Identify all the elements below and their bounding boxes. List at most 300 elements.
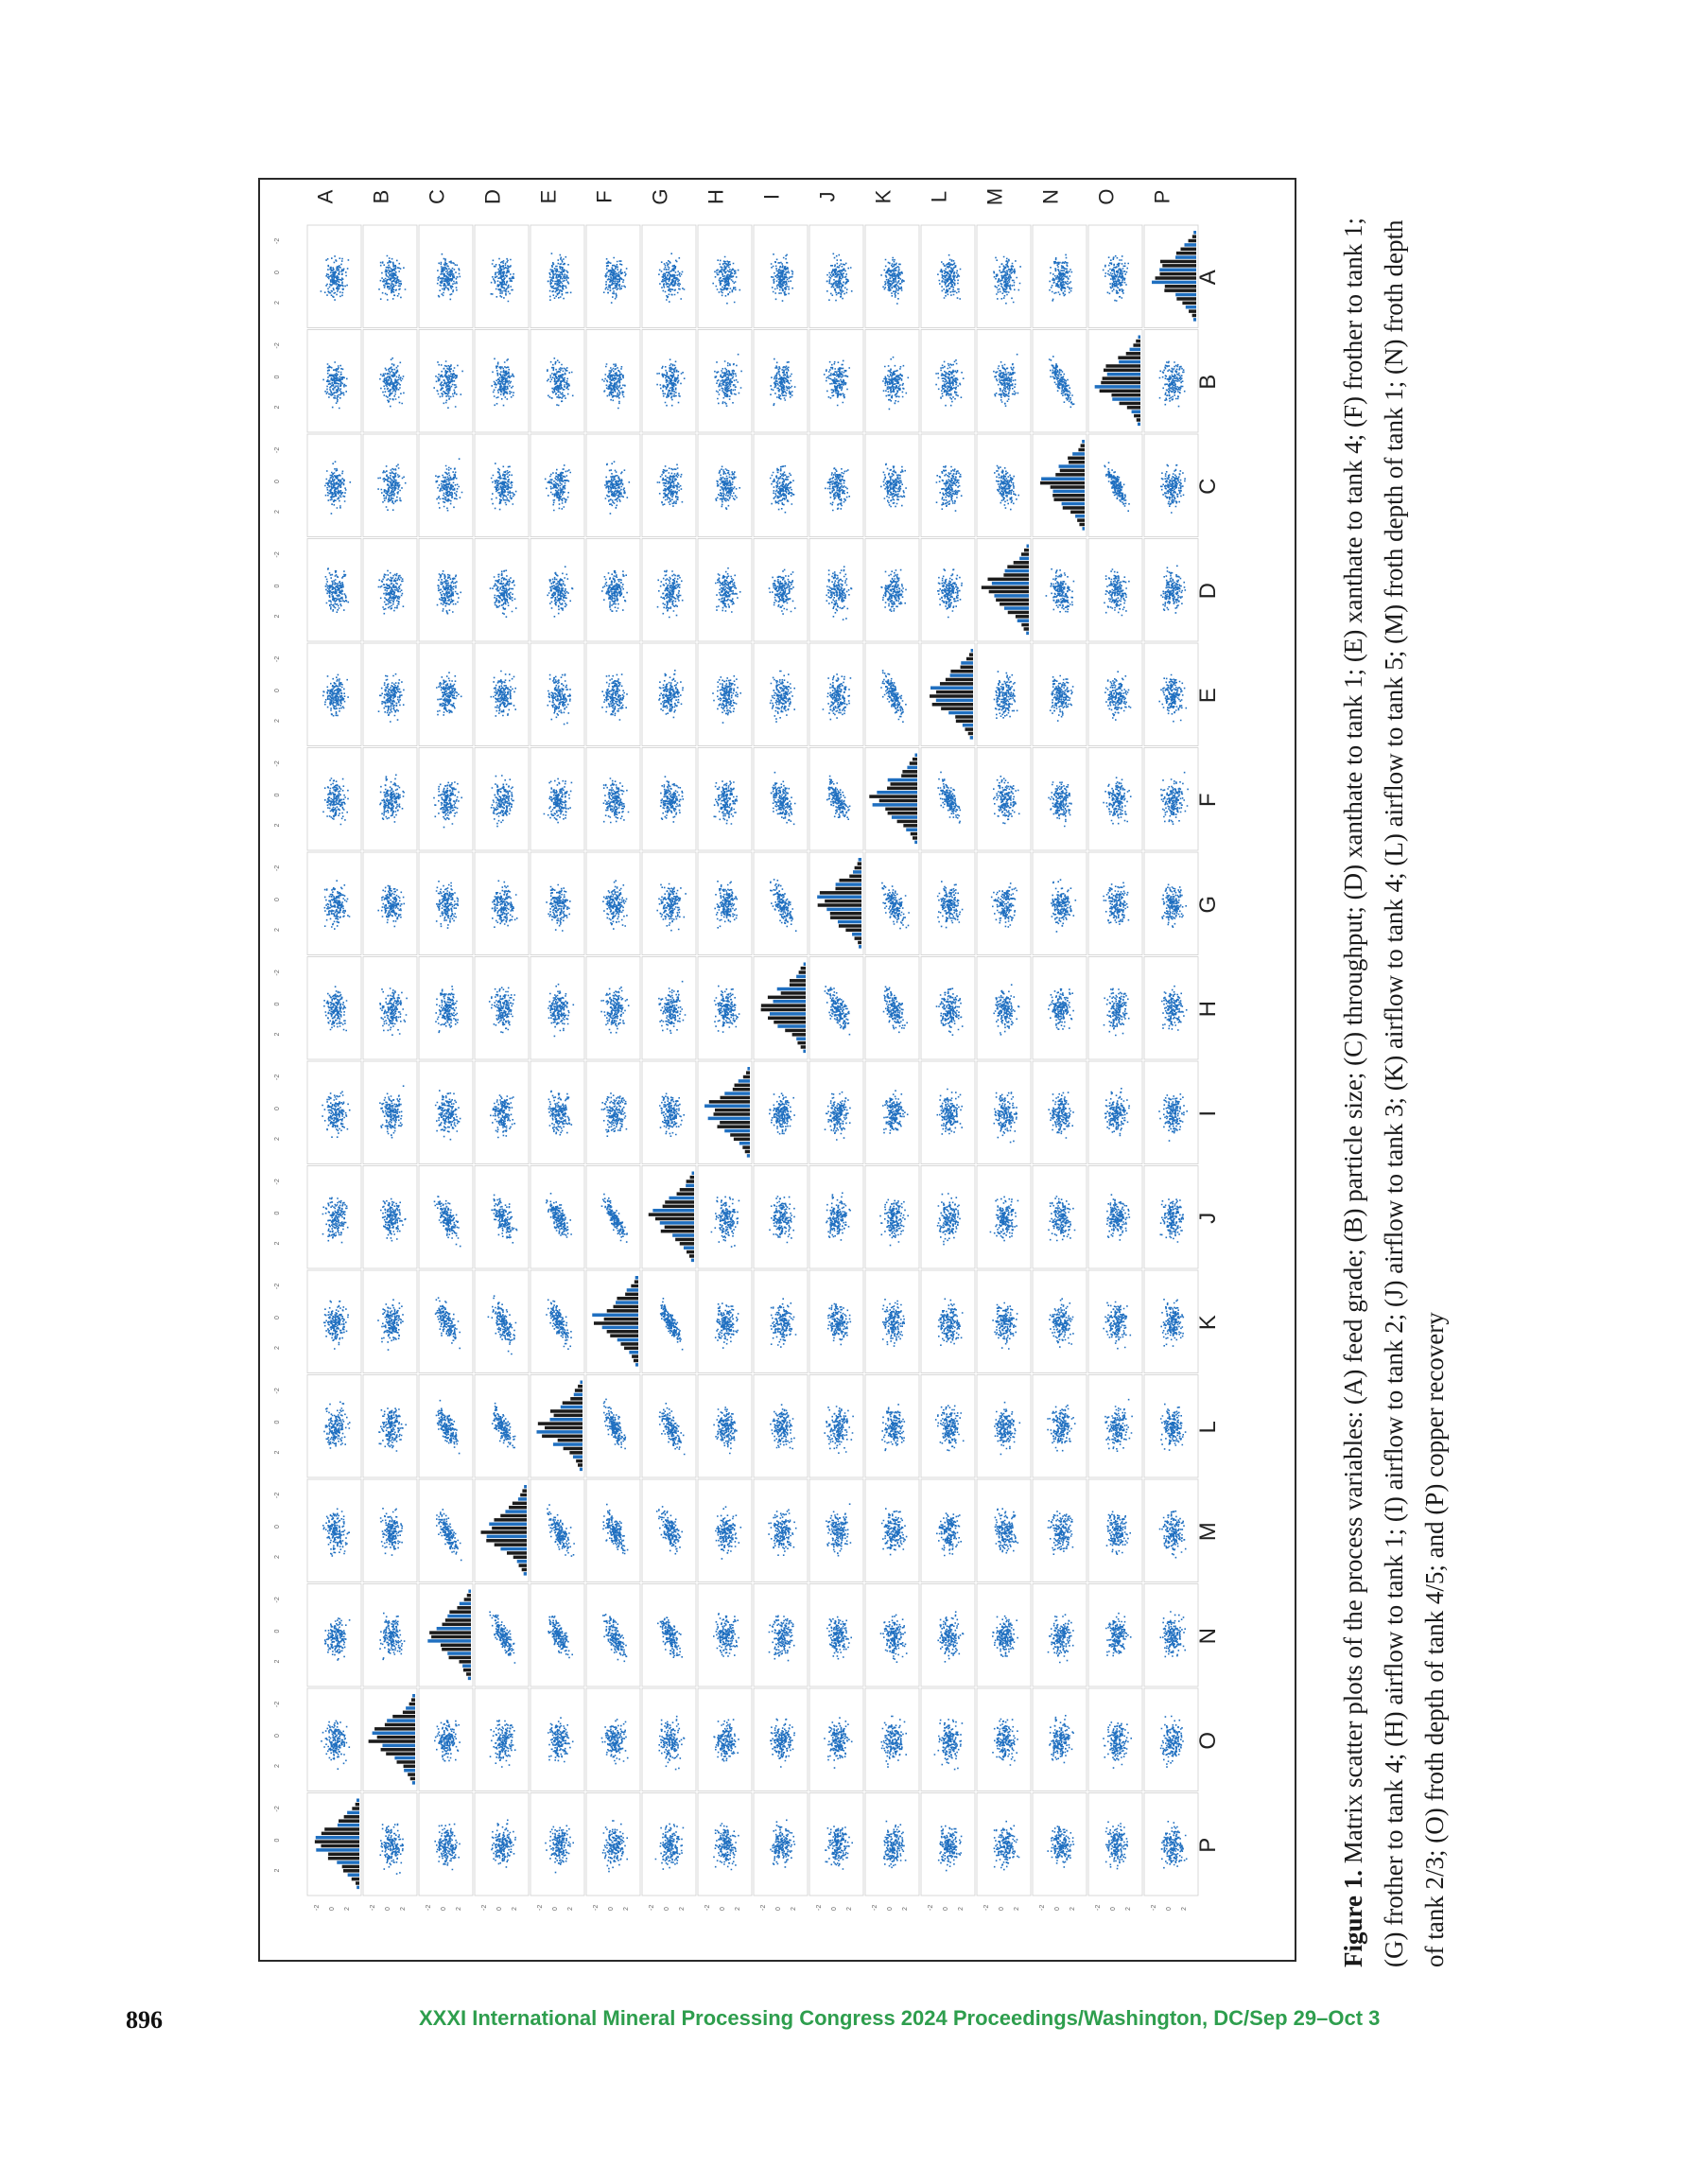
matrix-cell-D-N	[475, 434, 529, 537]
matrix-cell-C-J	[419, 852, 473, 955]
tick-label: 0	[441, 1907, 447, 1911]
tick-label: 0	[274, 584, 281, 588]
tick-label: 2	[735, 1907, 741, 1911]
matrix-cell-K-F	[865, 1270, 919, 1373]
matrix-cell-G-I	[642, 957, 696, 1060]
matrix-cell-I-J	[754, 852, 808, 955]
matrix-cell-P-J	[1144, 852, 1198, 955]
matrix-cell-P-G	[1144, 1166, 1198, 1269]
tick-label: -2	[274, 1806, 281, 1812]
row-variable-label: C	[1195, 478, 1221, 495]
column-variable-label: O	[1094, 188, 1119, 205]
tick-label: -2	[816, 1904, 823, 1911]
matrix-cell-O-E	[1088, 1375, 1142, 1478]
matrix-cell-M-E	[977, 1375, 1031, 1478]
matrix-cell-J-L	[809, 643, 863, 746]
tick-label: 2	[1014, 1907, 1020, 1911]
tick-label: 0	[831, 1907, 838, 1911]
matrix-cell-H-K	[698, 748, 752, 851]
tick-label: 0	[552, 1907, 559, 1911]
matrix-cell-L-C	[921, 1584, 975, 1687]
matrix-cell-N-F	[1033, 1270, 1087, 1373]
matrix-cell-I-I	[754, 957, 808, 1060]
matrix-cell-L-J	[921, 852, 975, 955]
tick-label: -2	[314, 1904, 321, 1911]
matrix-cell-P-D	[1144, 1479, 1198, 1582]
matrix-cell-O-P	[1088, 225, 1142, 328]
tick-label: 2	[274, 1241, 281, 1246]
caption-label: Figure 1.	[1339, 1870, 1367, 1967]
tick-label: 2	[274, 1032, 281, 1037]
matrix-cell-N-N	[1033, 434, 1087, 537]
tick-label: 2	[274, 823, 281, 828]
matrix-cell-I-D	[754, 1479, 808, 1582]
matrix-cell-H-J	[698, 852, 752, 955]
tick-label: -2	[274, 1388, 281, 1394]
matrix-cell-A-D	[307, 1479, 361, 1582]
matrix-cell-I-H	[754, 1061, 808, 1164]
tick-label: 2	[567, 1907, 574, 1911]
column-variable-label: G	[648, 188, 672, 205]
matrix-cell-L-A	[921, 1793, 975, 1896]
row-variable-label: N	[1195, 1628, 1221, 1645]
matrix-cell-M-N	[977, 434, 1031, 537]
row-variable-label: K	[1195, 1315, 1221, 1331]
tick-label: 2	[274, 1450, 281, 1455]
tick-label: 0	[720, 1907, 726, 1911]
tick-label: 2	[274, 1868, 281, 1873]
tick-label: -2	[1039, 1904, 1046, 1911]
matrix-cell-G-E	[642, 1375, 696, 1478]
column-variable-label: L	[927, 190, 951, 203]
column-variable-label: M	[983, 187, 1007, 206]
tick-label: 2	[274, 928, 281, 932]
matrix-cell-P-H	[1144, 1061, 1198, 1164]
matrix-cell-G-A	[642, 1793, 696, 1896]
matrix-cell-A-O	[307, 330, 361, 433]
matrix-cell-B-D	[363, 1479, 417, 1582]
matrix-cell-K-A	[865, 1793, 919, 1896]
matrix-cell-F-P	[586, 225, 640, 328]
matrix-cell-C-O	[419, 330, 473, 433]
tick-label: 2	[274, 1764, 281, 1768]
matrix-cell-A-M	[307, 539, 361, 642]
tick-label: -2	[760, 1904, 767, 1911]
matrix-cell-B-P	[363, 225, 417, 328]
tick-label: 0	[274, 480, 281, 483]
matrix-cell-P-F	[1144, 1270, 1198, 1373]
column-variable-label: D	[480, 189, 505, 204]
matrix-cell-P-P	[1144, 225, 1198, 328]
matrix-cell-L-G	[921, 1166, 975, 1269]
matrix-cell-P-L	[1144, 643, 1198, 746]
matrix-cell-L-O	[921, 330, 975, 433]
matrix-cell-G-P	[642, 225, 696, 328]
matrix-cell-D-P	[475, 225, 529, 328]
matrix-cell-I-N	[754, 434, 808, 537]
tick-label: 2	[623, 1907, 630, 1911]
row-variable-label: B	[1195, 374, 1221, 390]
tick-label: 0	[775, 1907, 782, 1911]
matrix-cell-D-D	[475, 1479, 529, 1582]
tick-label: 0	[943, 1907, 949, 1911]
matrix-cell-K-O	[865, 330, 919, 433]
tick-label: -2	[872, 1904, 878, 1911]
tick-label: 2	[274, 1137, 281, 1141]
matrix-cell-M-D	[977, 1479, 1031, 1582]
matrix-cell-P-A	[1144, 1793, 1198, 1896]
tick-label: 0	[274, 793, 281, 797]
matrix-cell-E-F	[530, 1270, 584, 1373]
row-variable-label: O	[1195, 1731, 1221, 1750]
matrix-cell-A-E	[307, 1375, 361, 1478]
matrix-cell-J-B	[809, 1688, 863, 1791]
tick-label: -2	[274, 446, 281, 453]
matrix-cell-F-G	[586, 1166, 640, 1269]
tick-label: 0	[1054, 1907, 1061, 1911]
matrix-cell-D-F	[475, 1270, 529, 1373]
matrix-cell-K-H	[865, 1061, 919, 1164]
matrix-cell-N-K	[1033, 748, 1087, 851]
matrix-cell-I-P	[754, 225, 808, 328]
tick-label: 0	[887, 1907, 894, 1911]
matrix-cell-O-H	[1088, 1061, 1142, 1164]
tick-label: -2	[537, 1904, 544, 1911]
matrix-cell-M-M	[977, 539, 1031, 642]
tick-label: -2	[274, 237, 281, 244]
matrix-cell-J-H	[809, 1061, 863, 1164]
matrix-cell-K-D	[865, 1479, 919, 1582]
matrix-cell-F-B	[586, 1688, 640, 1791]
matrix-cell-E-G	[530, 1166, 584, 1269]
page-number: 896	[126, 2006, 163, 2034]
matrix-cell-D-L	[475, 643, 529, 746]
tick-label: 2	[846, 1907, 853, 1911]
matrix-cell-D-I	[475, 957, 529, 1060]
matrix-cell-C-N	[419, 434, 473, 537]
matrix-cell-B-O	[363, 330, 417, 433]
matrix-cell-C-H	[419, 1061, 473, 1164]
matrix-cell-H-E	[698, 1375, 752, 1478]
matrix-cell-O-M	[1088, 539, 1142, 642]
column-variable-label: J	[815, 191, 840, 202]
tick-label: -2	[649, 1904, 655, 1911]
matrix-cell-B-J	[363, 852, 417, 955]
matrix-cell-D-M	[475, 539, 529, 642]
matrix-cell-F-C	[586, 1584, 640, 1687]
matrix-cell-F-K	[586, 748, 640, 851]
matrix-cell-B-E	[363, 1375, 417, 1478]
matrix-cell-A-A	[307, 1793, 361, 1896]
matrix-cell-K-I	[865, 957, 919, 1060]
tick-label: 0	[496, 1907, 503, 1911]
tick-label: -2	[274, 342, 281, 349]
matrix-cell-E-D	[530, 1479, 584, 1582]
matrix-cell-L-N	[921, 434, 975, 537]
matrix-cell-F-A	[586, 1793, 640, 1896]
matrix-cell-E-A	[530, 1793, 584, 1896]
matrix-cell-I-O	[754, 330, 808, 433]
matrix-cell-A-J	[307, 852, 361, 955]
tick-label: 0	[664, 1907, 670, 1911]
matrix-cell-N-E	[1033, 1375, 1087, 1478]
matrix-cell-M-L	[977, 643, 1031, 746]
matrix-cell-L-P	[921, 225, 975, 328]
row-variable-label: D	[1195, 583, 1221, 600]
running-footer: XXXI International Mineral Processing Congress 2024 Proceedings/Washington, DC/Sep 29–Oct 3	[419, 2006, 1381, 2030]
matrix-cell-A-K	[307, 748, 361, 851]
figure-caption	[1333, 218, 1645, 1967]
matrix-cell-J-J	[809, 852, 863, 955]
tick-label: 0	[274, 271, 281, 274]
matrix-cell-F-M	[586, 539, 640, 642]
tick-label: 2	[902, 1907, 909, 1911]
column-variable-label: P	[1150, 189, 1174, 204]
matrix-cell-M-A	[977, 1793, 1031, 1896]
column-variable-label: C	[425, 189, 449, 204]
tick-label: 0	[274, 375, 281, 379]
matrix-cell-E-J	[530, 852, 584, 955]
matrix-cell-D-H	[475, 1061, 529, 1164]
matrix-cell-L-D	[921, 1479, 975, 1582]
matrix-cell-G-D	[642, 1479, 696, 1582]
matrix-cell-O-L	[1088, 643, 1142, 746]
matrix-cell-G-H	[642, 1061, 696, 1164]
tick-label: 0	[1166, 1907, 1173, 1911]
matrix-cell-D-E	[475, 1375, 529, 1478]
matrix-cell-F-J	[586, 852, 640, 955]
matrix-cell-D-J	[475, 852, 529, 955]
tick-label: 0	[274, 1734, 281, 1738]
matrix-cell-N-A	[1033, 1793, 1087, 1896]
matrix-cell-B-I	[363, 957, 417, 1060]
matrix-cell-B-K	[363, 748, 417, 851]
matrix-cell-E-C	[530, 1584, 584, 1687]
matrix-cell-B-H	[363, 1061, 417, 1164]
matrix-cell-A-N	[307, 434, 361, 537]
matrix-cell-G-G	[642, 1166, 696, 1269]
matrix-cell-P-M	[1144, 539, 1198, 642]
matrix-cell-K-L	[865, 643, 919, 746]
matrix-cell-O-F	[1088, 1270, 1142, 1373]
matrix-cell-C-B	[419, 1688, 473, 1791]
matrix-cell-L-F	[921, 1270, 975, 1373]
matrix-cell-K-E	[865, 1375, 919, 1478]
tick-label: 2	[791, 1907, 797, 1911]
matrix-cell-F-F	[586, 1270, 640, 1373]
matrix-cell-C-E	[419, 1375, 473, 1478]
matrix-cell-E-E	[530, 1375, 584, 1478]
matrix-cell-O-D	[1088, 1479, 1142, 1582]
matrix-cell-B-L	[363, 643, 417, 746]
matrix-cell-K-K	[865, 748, 919, 851]
matrix-cell-P-O	[1144, 330, 1198, 433]
matrix-cell-C-L	[419, 643, 473, 746]
matrix-cell-H-F	[698, 1270, 752, 1373]
tick-label: 0	[274, 1629, 281, 1634]
column-variable-label: H	[704, 189, 728, 204]
column-variable-label: F	[592, 190, 617, 203]
matrix-cell-F-E	[586, 1375, 640, 1478]
matrix-cell-I-B	[754, 1688, 808, 1791]
matrix-cell-L-I	[921, 957, 975, 1060]
matrix-cell-F-H	[586, 1061, 640, 1164]
matrix-cell-C-M	[419, 539, 473, 642]
matrix-cell-B-M	[363, 539, 417, 642]
column-variable-label: B	[369, 189, 393, 204]
tick-label: 0	[274, 898, 281, 901]
matrix-cell-H-C	[698, 1584, 752, 1687]
matrix-cell-I-M	[754, 539, 808, 642]
matrix-cell-C-K	[419, 748, 473, 851]
matrix-cell-H-I	[698, 957, 752, 1060]
matrix-cell-J-D	[809, 1479, 863, 1582]
tick-label: 0	[385, 1907, 391, 1911]
matrix-cell-E-I	[530, 957, 584, 1060]
matrix-cell-D-O	[475, 330, 529, 433]
matrix-cell-I-L	[754, 643, 808, 746]
matrix-cell-G-L	[642, 643, 696, 746]
tick-label: -2	[370, 1904, 376, 1911]
matrix-cell-O-G	[1088, 1166, 1142, 1269]
matrix-cell-M-J	[977, 852, 1031, 955]
tick-label: -2	[704, 1904, 711, 1911]
tick-label: -2	[274, 760, 281, 767]
matrix-cell-H-G	[698, 1166, 752, 1269]
matrix-cell-O-B	[1088, 1688, 1142, 1791]
matrix-cell-K-N	[865, 434, 919, 537]
matrix-cell-M-I	[977, 957, 1031, 1060]
tick-label: -2	[274, 865, 281, 871]
tick-label: 2	[274, 405, 281, 410]
tick-label: -2	[928, 1904, 934, 1911]
matrix-cell-L-M	[921, 539, 975, 642]
tick-label: 0	[274, 1316, 281, 1319]
matrix-cell-M-P	[977, 225, 1031, 328]
matrix-cell-B-G	[363, 1166, 417, 1269]
matrix-cell-D-B	[475, 1688, 529, 1791]
matrix-cell-F-L	[586, 643, 640, 746]
matrix-cell-K-J	[865, 852, 919, 955]
tick-label: 0	[608, 1907, 615, 1911]
row-variable-label: M	[1195, 1522, 1221, 1542]
tick-label: 2	[274, 719, 281, 723]
matrix-cell-A-P	[307, 225, 361, 328]
tick-label: 2	[274, 301, 281, 305]
matrix-cell-F-D	[586, 1479, 640, 1582]
matrix-cell-J-E	[809, 1375, 863, 1478]
matrix-cell-N-O	[1033, 330, 1087, 433]
tick-label: -2	[274, 1701, 281, 1707]
tick-label: -2	[426, 1904, 432, 1911]
tick-label: 0	[274, 1107, 281, 1110]
matrix-cell-H-L	[698, 643, 752, 746]
matrix-cell-D-K	[475, 748, 529, 851]
matrix-cell-M-H	[977, 1061, 1031, 1164]
tick-label: 0	[1110, 1907, 1117, 1911]
matrix-cell-G-N	[642, 434, 696, 537]
matrix-cell-P-N	[1144, 434, 1198, 537]
tick-label: 0	[274, 1525, 281, 1529]
tick-label: -2	[983, 1904, 990, 1911]
matrix-cell-L-E	[921, 1375, 975, 1478]
row-variable-label: H	[1195, 1001, 1221, 1018]
matrix-cell-P-E	[1144, 1375, 1198, 1478]
matrix-cell-H-H	[698, 1061, 752, 1164]
matrix-cell-A-B	[307, 1688, 361, 1791]
matrix-cell-M-K	[977, 748, 1031, 851]
tick-label: 0	[999, 1907, 1005, 1911]
matrix-cell-N-L	[1033, 643, 1087, 746]
row-variable-label: F	[1195, 793, 1221, 808]
matrix-cell-A-H	[307, 1061, 361, 1164]
matrix-cell-B-N	[363, 434, 417, 537]
figure-frame	[258, 178, 1296, 1962]
tick-label: 2	[274, 614, 281, 619]
matrix-cell-G-B	[642, 1688, 696, 1791]
tick-label: -2	[274, 655, 281, 662]
matrix-cell-E-B	[530, 1688, 584, 1791]
tick-label: 2	[958, 1907, 965, 1911]
matrix-cell-P-C	[1144, 1584, 1198, 1687]
tick-label: 2	[344, 1907, 351, 1911]
matrix-cell-A-F	[307, 1270, 361, 1373]
matrix-cell-E-N	[530, 434, 584, 537]
matrix-cell-E-M	[530, 539, 584, 642]
tick-label: 0	[274, 1002, 281, 1006]
matrix-cell-J-N	[809, 434, 863, 537]
matrix-cell-E-L	[530, 643, 584, 746]
matrix-cell-F-O	[586, 330, 640, 433]
matrix-cell-I-A	[754, 1793, 808, 1896]
matrix-cell-E-H	[530, 1061, 584, 1164]
row-variable-label: J	[1195, 1212, 1221, 1224]
matrix-cell-J-O	[809, 330, 863, 433]
matrix-cell-O-N	[1088, 434, 1142, 537]
matrix-cell-D-C	[475, 1584, 529, 1687]
matrix-cell-H-B	[698, 1688, 752, 1791]
tick-label: 2	[274, 1346, 281, 1350]
matrix-cell-O-C	[1088, 1584, 1142, 1687]
tick-label: -2	[593, 1904, 600, 1911]
matrix-cell-H-D	[698, 1479, 752, 1582]
matrix-cell-B-B	[363, 1688, 417, 1791]
matrix-cell-A-G	[307, 1166, 361, 1269]
tick-label: 0	[274, 1211, 281, 1215]
tick-label: -2	[274, 1597, 281, 1603]
matrix-cell-N-M	[1033, 539, 1087, 642]
matrix-cell-P-I	[1144, 957, 1198, 1060]
matrix-cell-J-M	[809, 539, 863, 642]
tick-label: -2	[1095, 1904, 1102, 1911]
matrix-cell-O-K	[1088, 748, 1142, 851]
matrix-cell-H-A	[698, 1793, 752, 1896]
tick-label: -2	[274, 551, 281, 558]
matrix-cell-G-C	[642, 1584, 696, 1687]
matrix-cell-G-K	[642, 748, 696, 851]
matrix-cell-N-J	[1033, 852, 1087, 955]
tick-label: -2	[274, 1283, 281, 1289]
tick-label: 0	[274, 1838, 281, 1843]
row-variable-label: E	[1195, 688, 1221, 704]
matrix-cell-A-L	[307, 643, 361, 746]
matrix-cell-C-F	[419, 1270, 473, 1373]
column-variable-label: N	[1038, 189, 1063, 204]
matrix-cell-M-O	[977, 330, 1031, 433]
tick-label: 0	[274, 689, 281, 692]
matrix-cell-L-B	[921, 1688, 975, 1791]
matrix-cell-K-C	[865, 1584, 919, 1687]
